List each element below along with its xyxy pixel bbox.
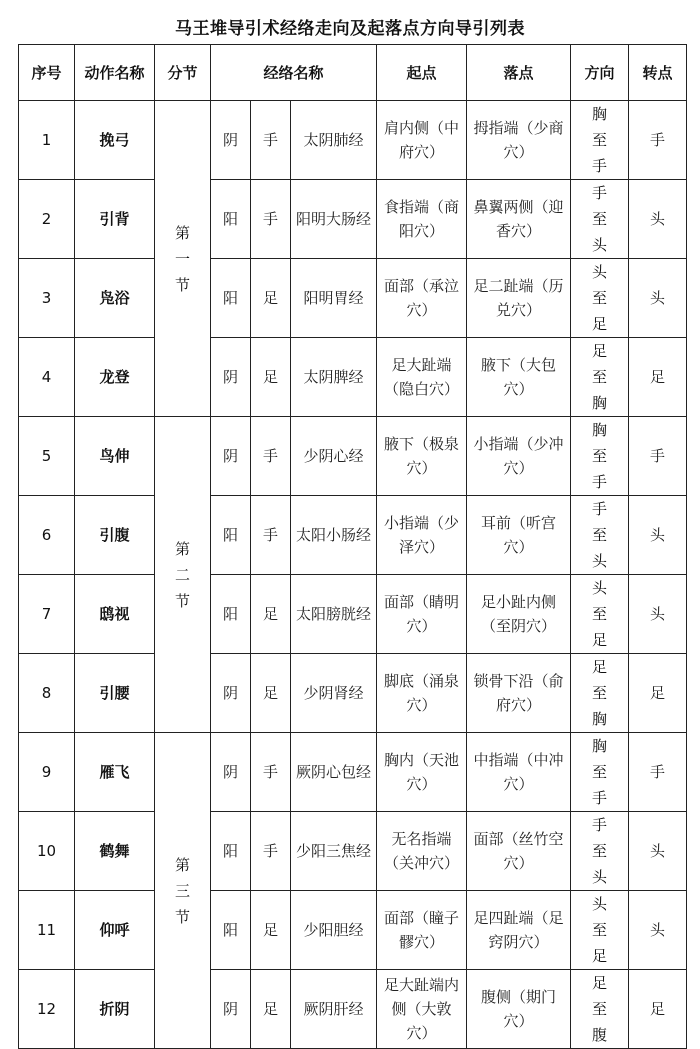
row-turn-point: 足: [629, 654, 687, 733]
direction-char: 胸: [592, 737, 608, 755]
section-char: 三: [174, 881, 190, 900]
row-start-point: 腋下（极泉穴）: [377, 417, 467, 496]
direction-char: 足: [592, 342, 608, 360]
meridian-table: [18, 44, 687, 1049]
row-direction: [571, 417, 629, 496]
direction-char: 头: [592, 895, 608, 913]
row-meridian-name: 少阴心经: [291, 417, 377, 496]
row-limb: 足: [251, 259, 291, 338]
direction-char: 足: [592, 947, 608, 965]
direction-char: 胸: [592, 105, 608, 123]
row-limb: 手: [251, 812, 291, 891]
row-start-point: 足大趾端（隐白穴）: [377, 338, 467, 417]
row-yinyang: 阳: [211, 496, 251, 575]
row-action-name: 龙登: [75, 338, 155, 417]
header-turn: 转点: [629, 45, 687, 101]
row-meridian-name: 阳明大肠经: [291, 180, 377, 259]
row-direction: [571, 180, 629, 259]
row-start-point: 食指端（商阳穴）: [377, 180, 467, 259]
row-direction: [571, 496, 629, 575]
row-number: 1: [19, 101, 75, 180]
row-direction: [571, 733, 629, 812]
row-action-name: 鸱视: [75, 575, 155, 654]
row-end-point: 足二趾端（历兑穴）: [467, 259, 571, 338]
row-meridian-name: 少阳胆经: [291, 891, 377, 970]
header-start: 起点: [377, 45, 467, 101]
row-direction: [571, 812, 629, 891]
row-turn-point: 头: [629, 496, 687, 575]
direction-char: 手: [592, 816, 608, 834]
direction-char: 至: [592, 210, 608, 228]
direction-char: 至: [592, 684, 608, 702]
row-meridian-name: 厥阴肝经: [291, 970, 377, 1049]
row-turn-point: 头: [629, 891, 687, 970]
row-direction: [571, 891, 629, 970]
row-meridian-name: 少阳三焦经: [291, 812, 377, 891]
row-limb: 手: [251, 496, 291, 575]
direction-char: 至: [592, 289, 608, 307]
table-row: [19, 101, 687, 180]
row-end-point: 足小趾内侧（至阴穴）: [467, 575, 571, 654]
direction-char: 头: [592, 579, 608, 597]
row-yinyang: 阴: [211, 338, 251, 417]
table-row: [19, 338, 687, 417]
row-direction: [571, 970, 629, 1049]
table-row: [19, 654, 687, 733]
section-char: 节: [174, 591, 190, 610]
row-start-point: 面部（睛明穴）: [377, 575, 467, 654]
section-char: 第: [174, 223, 190, 242]
header-direction: 方向: [571, 45, 629, 101]
row-limb: 足: [251, 575, 291, 654]
header-action: 动作名称: [75, 45, 155, 101]
row-turn-point: 头: [629, 575, 687, 654]
row-turn-point: 头: [629, 812, 687, 891]
row-meridian-name: 太阳小肠经: [291, 496, 377, 575]
row-end-point: 足四趾端（足窍阴穴）: [467, 891, 571, 970]
row-meridian-name: 厥阴心包经: [291, 733, 377, 812]
row-turn-point: 足: [629, 338, 687, 417]
row-start-point: 面部（承泣穴）: [377, 259, 467, 338]
direction-char: 头: [592, 236, 608, 254]
row-action-name: 引背: [75, 180, 155, 259]
table-row: [19, 733, 687, 812]
row-yinyang: 阳: [211, 180, 251, 259]
row-action-name: 仰呼: [75, 891, 155, 970]
row-yinyang: 阴: [211, 654, 251, 733]
row-number: 4: [19, 338, 75, 417]
row-number: 10: [19, 812, 75, 891]
row-turn-point: 手: [629, 733, 687, 812]
row-turn-point: 头: [629, 259, 687, 338]
row-end-point: 小指端（少冲穴）: [467, 417, 571, 496]
header-end: 落点: [467, 45, 571, 101]
table-row: [19, 891, 687, 970]
row-start-point: 小指端（少泽穴）: [377, 496, 467, 575]
document-title: 马王堆导引术经络走向及起落点方向导引列表: [175, 19, 525, 39]
header-meridian: 经络名称: [211, 45, 377, 101]
row-yinyang: 阴: [211, 970, 251, 1049]
direction-char: 头: [592, 868, 608, 886]
row-turn-point: 头: [629, 180, 687, 259]
direction-char: 至: [592, 447, 608, 465]
row-start-point: 无名指端（关冲穴）: [377, 812, 467, 891]
section-label: [155, 101, 211, 417]
row-action-name: 挽弓: [75, 101, 155, 180]
header-index: 序号: [19, 45, 75, 101]
row-number: 12: [19, 970, 75, 1049]
direction-char: 至: [592, 921, 608, 939]
row-yinyang: 阴: [211, 101, 251, 180]
row-limb: 手: [251, 733, 291, 812]
row-number: 2: [19, 180, 75, 259]
row-end-point: 耳前（听宫穴）: [467, 496, 571, 575]
row-action-name: 引腰: [75, 654, 155, 733]
row-end-point: 拇指端（少商穴）: [467, 101, 571, 180]
row-end-point: 鼻翼两侧（迎香穴）: [467, 180, 571, 259]
row-start-point: 足大趾端内侧（大敦穴）: [377, 970, 467, 1049]
row-end-point: 锁骨下沿（俞府穴）: [467, 654, 571, 733]
direction-char: 至: [592, 605, 608, 623]
direction-char: 足: [592, 974, 608, 992]
direction-char: 至: [592, 1000, 608, 1018]
direction-char: 至: [592, 842, 608, 860]
row-meridian-name: 阳明胃经: [291, 259, 377, 338]
direction-char: 至: [592, 526, 608, 544]
row-end-point: 面部（丝竹空穴）: [467, 812, 571, 891]
row-number: 9: [19, 733, 75, 812]
row-limb: 手: [251, 180, 291, 259]
direction-char: 至: [592, 131, 608, 149]
direction-char: 足: [592, 631, 608, 649]
row-number: 8: [19, 654, 75, 733]
row-limb: 手: [251, 417, 291, 496]
row-end-point: 中指端（中冲穴）: [467, 733, 571, 812]
row-meridian-name: 太阴脾经: [291, 338, 377, 417]
direction-char: 手: [592, 789, 608, 807]
row-action-name: 雁飞: [75, 733, 155, 812]
row-meridian-name: 少阴肾经: [291, 654, 377, 733]
direction-char: 头: [592, 552, 608, 570]
row-direction: [571, 338, 629, 417]
row-limb: 足: [251, 338, 291, 417]
row-turn-point: 手: [629, 101, 687, 180]
section-char: 二: [174, 565, 190, 584]
row-start-point: 胸内（天池穴）: [377, 733, 467, 812]
row-direction: [571, 101, 629, 180]
direction-char: 手: [592, 157, 608, 175]
row-action-name: 鹤舞: [75, 812, 155, 891]
table-row: [19, 970, 687, 1049]
row-yinyang: 阳: [211, 575, 251, 654]
direction-char: 胸: [592, 394, 608, 412]
row-start-point: 面部（瞳子髎穴）: [377, 891, 467, 970]
row-start-point: 肩内侧（中府穴）: [377, 101, 467, 180]
row-limb: 足: [251, 970, 291, 1049]
direction-char: 手: [592, 184, 608, 202]
row-action-name: 鸟伸: [75, 417, 155, 496]
row-direction: [571, 259, 629, 338]
row-meridian-name: 太阴肺经: [291, 101, 377, 180]
table-row: [19, 575, 687, 654]
row-limb: 足: [251, 654, 291, 733]
row-turn-point: 足: [629, 970, 687, 1049]
table-row: [19, 417, 687, 496]
section-char: 第: [174, 539, 190, 558]
table-row: [19, 812, 687, 891]
table-row: [19, 180, 687, 259]
row-yinyang: 阴: [211, 733, 251, 812]
table-row: [19, 496, 687, 575]
row-turn-point: 手: [629, 417, 687, 496]
row-number: 6: [19, 496, 75, 575]
row-direction: [571, 575, 629, 654]
row-end-point: 腋下（大包穴）: [467, 338, 571, 417]
table-header-row: [19, 45, 687, 101]
section-char: 节: [174, 275, 190, 294]
section-char: 第: [174, 855, 190, 874]
row-yinyang: 阳: [211, 812, 251, 891]
row-action-name: 引腹: [75, 496, 155, 575]
row-limb: 手: [251, 101, 291, 180]
direction-char: 至: [592, 763, 608, 781]
row-limb: 足: [251, 891, 291, 970]
row-number: 3: [19, 259, 75, 338]
direction-char: 至: [592, 368, 608, 386]
row-action-name: 折阴: [75, 970, 155, 1049]
direction-char: 手: [592, 500, 608, 518]
row-meridian-name: 太阳膀胱经: [291, 575, 377, 654]
row-yinyang: 阴: [211, 417, 251, 496]
row-number: 7: [19, 575, 75, 654]
table-row: [19, 259, 687, 338]
direction-char: 胸: [592, 710, 608, 728]
section-label: [155, 733, 211, 1049]
row-end-point: 腹侧（期门穴）: [467, 970, 571, 1049]
direction-char: 胸: [592, 421, 608, 439]
row-yinyang: 阳: [211, 891, 251, 970]
section-char: 一: [174, 249, 190, 268]
row-yinyang: 阳: [211, 259, 251, 338]
row-start-point: 脚底（涌泉穴）: [377, 654, 467, 733]
row-action-name: 凫浴: [75, 259, 155, 338]
direction-char: 腹: [592, 1026, 608, 1044]
direction-char: 足: [592, 658, 608, 676]
row-number: 5: [19, 417, 75, 496]
section-char: 节: [174, 907, 190, 926]
row-number: 11: [19, 891, 75, 970]
row-direction: [571, 654, 629, 733]
direction-char: 手: [592, 473, 608, 491]
direction-char: 足: [592, 315, 608, 333]
section-label: [155, 417, 211, 733]
direction-char: 头: [592, 263, 608, 281]
header-section: 分节: [155, 45, 211, 101]
